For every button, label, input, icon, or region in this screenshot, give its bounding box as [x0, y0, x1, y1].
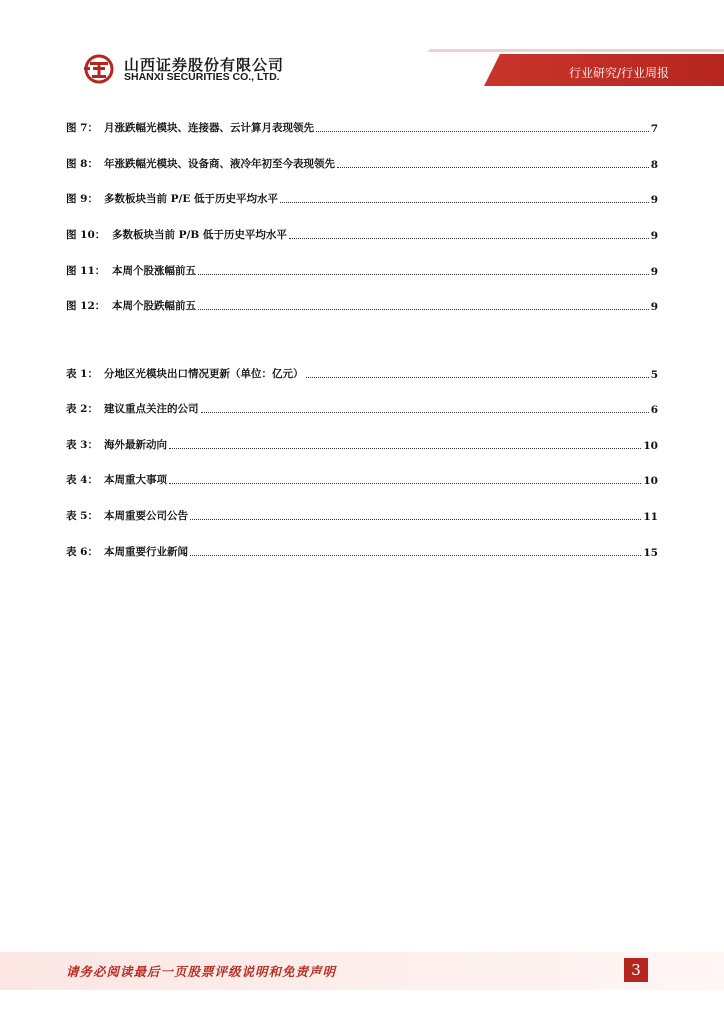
toc-title: 海外最新动向: [104, 439, 167, 451]
toc-label: 图 8：: [66, 158, 98, 170]
footer-disclaimer: 请务必阅读最后一页股票评级说明和免责声明: [66, 964, 337, 979]
toc-title: 本周个股跌幅前五: [112, 300, 196, 312]
shanxi-securities-logo-icon: [84, 54, 118, 84]
toc-figure-entry[interactable]: [66, 190, 658, 206]
toc-title: 建议重点关注的公司: [104, 403, 199, 415]
toc-page-number: 9: [650, 266, 658, 278]
toc-leader-dots: [280, 201, 649, 203]
toc-page-number: 10: [643, 440, 658, 452]
toc-leader-dots: [337, 166, 649, 168]
toc-title: 年涨跌幅光模块、设备商、液冷年初至今表现领先: [104, 158, 335, 170]
toc-leader-dots: [289, 237, 649, 239]
toc-label: 表 5：: [66, 510, 98, 522]
toc-page-number: 9: [650, 230, 658, 242]
toc-leader-dots: [190, 554, 641, 556]
toc-page-number: 6: [650, 404, 658, 416]
toc-leader-dots: [306, 376, 649, 378]
toc-leader-dots: [190, 518, 641, 520]
toc-label: 表 4：: [66, 474, 98, 486]
toc-page-number: 8: [650, 159, 658, 171]
toc-title: 多数板块当前 P/B 低于历史平均水平: [112, 229, 287, 241]
toc-label: 图 7：: [66, 122, 98, 134]
toc-label: 图 9：: [66, 193, 98, 205]
toc-page-number: 7: [650, 123, 658, 135]
toc-page-number: 10: [643, 475, 658, 487]
toc-leader-dots: [316, 130, 649, 132]
toc-table-entry[interactable]: [66, 471, 658, 487]
toc-leader-dots: [169, 447, 641, 449]
toc-figure-entry[interactable]: [66, 297, 658, 313]
toc-label: 图 12：: [66, 300, 106, 312]
report-category: 行业研究/行业周报: [568, 66, 669, 80]
toc-table-entry[interactable]: [66, 436, 658, 452]
toc-label: 表 2：: [66, 403, 98, 415]
toc-label: 表 3：: [66, 439, 98, 451]
toc-label: 表 1：: [66, 368, 98, 380]
toc-page-number: 15: [643, 547, 658, 559]
company-name-cn: 山西证券股份有限公司: [124, 56, 285, 74]
toc-page-number: 9: [650, 194, 658, 206]
toc-page-number: 5: [650, 369, 658, 381]
toc-title: 分地区光模块出口情况更新（单位：亿元）: [104, 368, 304, 380]
company-name-en: SHANXI SECURITIES CO., LTD.: [124, 71, 280, 83]
toc-table-entry[interactable]: [66, 507, 658, 523]
toc-label: 图 11：: [66, 265, 106, 277]
toc-title: 本周重大事项: [104, 474, 167, 486]
toc-page-number: 9: [650, 301, 658, 313]
toc-leader-dots: [198, 273, 649, 275]
toc-figure-entry[interactable]: [66, 262, 658, 278]
toc-leader-dots: [198, 308, 649, 310]
toc-leader-dots: [201, 411, 649, 413]
toc-table-entry[interactable]: [66, 543, 658, 559]
toc-title: 多数板块当前 P/E 低于历史平均水平: [104, 193, 279, 205]
toc-title: 本周个股涨幅前五: [112, 265, 196, 277]
toc-page-number: 11: [643, 511, 658, 523]
toc-leader-dots: [169, 482, 641, 484]
toc-table-entry[interactable]: [66, 365, 658, 381]
toc-table-entry[interactable]: [66, 400, 658, 416]
toc-label: 表 6：: [66, 546, 98, 558]
toc-title: 月涨跌幅光模块、连接器、云计算月表现领先: [104, 122, 314, 134]
toc-figure-entry[interactable]: [66, 119, 658, 135]
toc-title: 本周重要公司公告: [104, 510, 188, 522]
toc-figure-entry[interactable]: [66, 155, 658, 171]
toc-label: 图 10：: [66, 229, 106, 241]
page-number-badge: 3: [624, 958, 648, 982]
toc-figure-entry[interactable]: [66, 226, 658, 242]
toc-title: 本周重要行业新闻: [104, 546, 188, 558]
